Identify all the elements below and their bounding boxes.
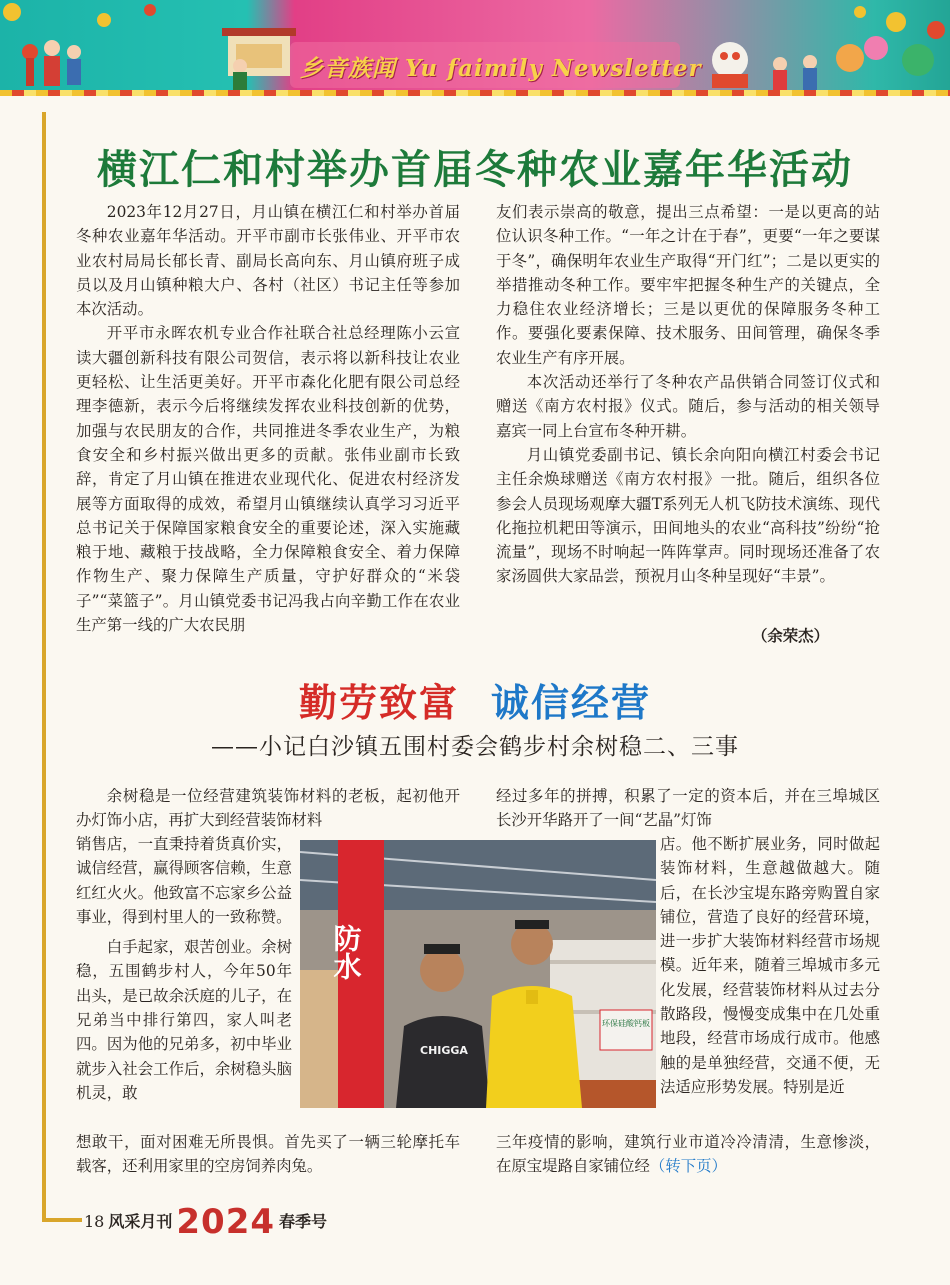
banner-title: 乡音族闻 Yu faimily Newsletter — [300, 55, 702, 82]
article1-paragraph: 友们表示崇高的敬意，提出三点希望：一是以更高的站位认识冬种工作。“一年之计在于春”，更要“一年之要谋于冬”，确保明年农业生产取得“开门红”；二是以更实的举措推动冬种工作。要牢牢把握冬种生产的关键点，全力稳住农业经济增长；三是以更优的保障服务冬种工作。要强化要素保障、技术服务、田间管理，确保冬季农业生产有序开展。 — [496, 203, 880, 367]
header-banner — [0, 0, 950, 96]
photo-sign-text: 环保硅酸钙板 — [602, 1019, 650, 1028]
page-footer — [84, 1202, 327, 1242]
article1-byline: （余荣杰） — [752, 627, 829, 645]
page-number: 18 — [84, 1212, 105, 1231]
photo-banner-text: 防水 — [329, 924, 363, 980]
article2-title-part2: 诚信经营 — [491, 681, 652, 725]
article1-paragraph: 月山镇党委副书记、镇长余向阳向横江村委会书记主任余焕球赠送《南方农村报》一批。随后，组织各位参会人员现场观摩大疆T系列无人机飞防技术演练、现代化拖拉机耙田等演示，田间地头的农业“高科技”纷纷“抢流量”，现场不时响起一阵阵掌声。同时现场还准备了农家汤圆供大家品尝，预祝月山冬种呈现好“丰景”。 — [496, 445, 880, 586]
banner-stripe — [0, 90, 950, 96]
photo-shirt-text: CHIGGA — [420, 1044, 468, 1057]
festival-decoration-right — [660, 0, 950, 96]
article2-paragraph — [496, 1130, 880, 1179]
article2-paragraph: 白手起家，艰苦创业。余树稳，五围鹤步村人，今年50年出头，是已故余沃庭的儿子，在兄弟当中排行第四，家人叫老四。因为他的兄弟多，初中毕业就步入社会工作后，余树稳头脑机灵，敢 — [76, 938, 292, 1102]
article1-title: 横江仁和村举办首届冬种农业嘉年华活动 — [97, 147, 853, 193]
page-border-vertical — [42, 112, 46, 1222]
page-border-horizontal — [42, 1218, 82, 1222]
continued-marker: （转下页） — [649, 1157, 727, 1176]
article1-paragraph: 2023年12月27日，月山镇在横江仁和村举办首届冬种农业嘉年华活动。开平市副市长张伟业、开平市农业农村局局长郁长青、副局长高向东、月山镇府班子成员以及月山镇种粮大户、各村（社区）书记主任等参加本次活动。 — [76, 203, 460, 319]
article1-paragraph: 开平市永晖农机专业合作社联合社总经理陈小云宣读大疆创新科技有限公司贺信，表示将以新科技让农业更轻松、让生活更美好。开平市森化化肥有限公司总经理李德新，表示今后将继续发挥农业科技创新的优势，加强与农民朋友的合作，共同推进冬季农业生产，为粮食安全和乡村振兴做出更多的贡献。张伟业副市长致辞，肯定了月山镇在推进农业现代化、促进农村经济发展等方面取得的成效，希望月山镇继续认真学习习近平总书记关于保障国家粮食安全的重要论述，深入实施藏粮于地、藏粮于技战略，全力保障粮食安全、着力保障作物生产、聚力保障生产质量，守护好群众的“米袋子”“菜篮子”。月山镇党委书记冯我占向辛勤工作在农业生产第一线的广大农民朋 — [76, 324, 460, 635]
article2-right-narrow-column — [660, 832, 880, 1099]
magazine-name: 风采月刊 — [108, 1212, 173, 1231]
article2-paragraph: 店。他不断扩展业务，同时做起装饰材料，生意越做越大。随后，在长沙宝堤东路旁购置自家铺位，营造了良好的经营环境，进一步扩大装饰材料经营市场规模。近年来，随着三埠城市多元化发展，经营装饰材料从过去分散路段，慢慢变成集中在几处重地段，经营市场成行成市。他感触的是单独经营，交通不便，无法适应形势发展。特别是近 — [660, 835, 880, 1096]
store-photo-illustration — [300, 840, 656, 1108]
article2-right-bottom — [496, 1130, 880, 1179]
article2-left-bottom — [76, 1130, 460, 1179]
article2-title-part1: 勤劳致富 — [298, 681, 459, 725]
article2-paragraph: 想敢干，面对困难无所畏惧。首先买了一辆三轮摩托车载客，还利用家里的空房饲养肉兔。 — [76, 1133, 460, 1176]
article2-paragraph-text: 三年疫情的影响，建筑行业市道冷冷清清，生意惨淡，在原宝堤路自家铺位经 — [496, 1133, 880, 1176]
article2-subtitle: ——小记白沙镇五围村委会鹤步村余树稳二、三事 — [211, 734, 739, 760]
article2-photo — [300, 840, 656, 1108]
article2-right-top — [496, 784, 880, 833]
article1-left-column — [76, 200, 460, 637]
festival-decoration-left — [0, 0, 300, 96]
article2-title — [60, 672, 890, 727]
article2-paragraph: 经过多年的拼搏，积累了一定的资本后，并在三埠城区长沙开华路开了一间“艺晶”灯饰 — [496, 787, 880, 830]
article1-right-column — [496, 200, 880, 589]
article2-left-top — [76, 784, 460, 833]
issue-year: 2024 — [176, 1202, 276, 1242]
issue-season: 春季号 — [279, 1212, 328, 1231]
article2-left-narrow-column — [76, 832, 292, 1105]
article1-paragraph: 本次活动还举行了冬种农产品供销合同签订仪式和赠送《南方农村报》仪式。随后，参与活动的相关领导嘉宾一同上台宣布冬种开耕。 — [496, 373, 880, 440]
article2-paragraph: 余树稳是一位经营建筑装饰材料的老板，起初他开办灯饰小店，再扩大到经营装饰材料 — [76, 787, 460, 830]
article2-paragraph: 销售店，一直秉持着货真价实，诚信经营，赢得顾客信赖，生意红红火火。他致富不忘家乡公益事业，得到村里人的一致称赞。 — [76, 835, 292, 926]
